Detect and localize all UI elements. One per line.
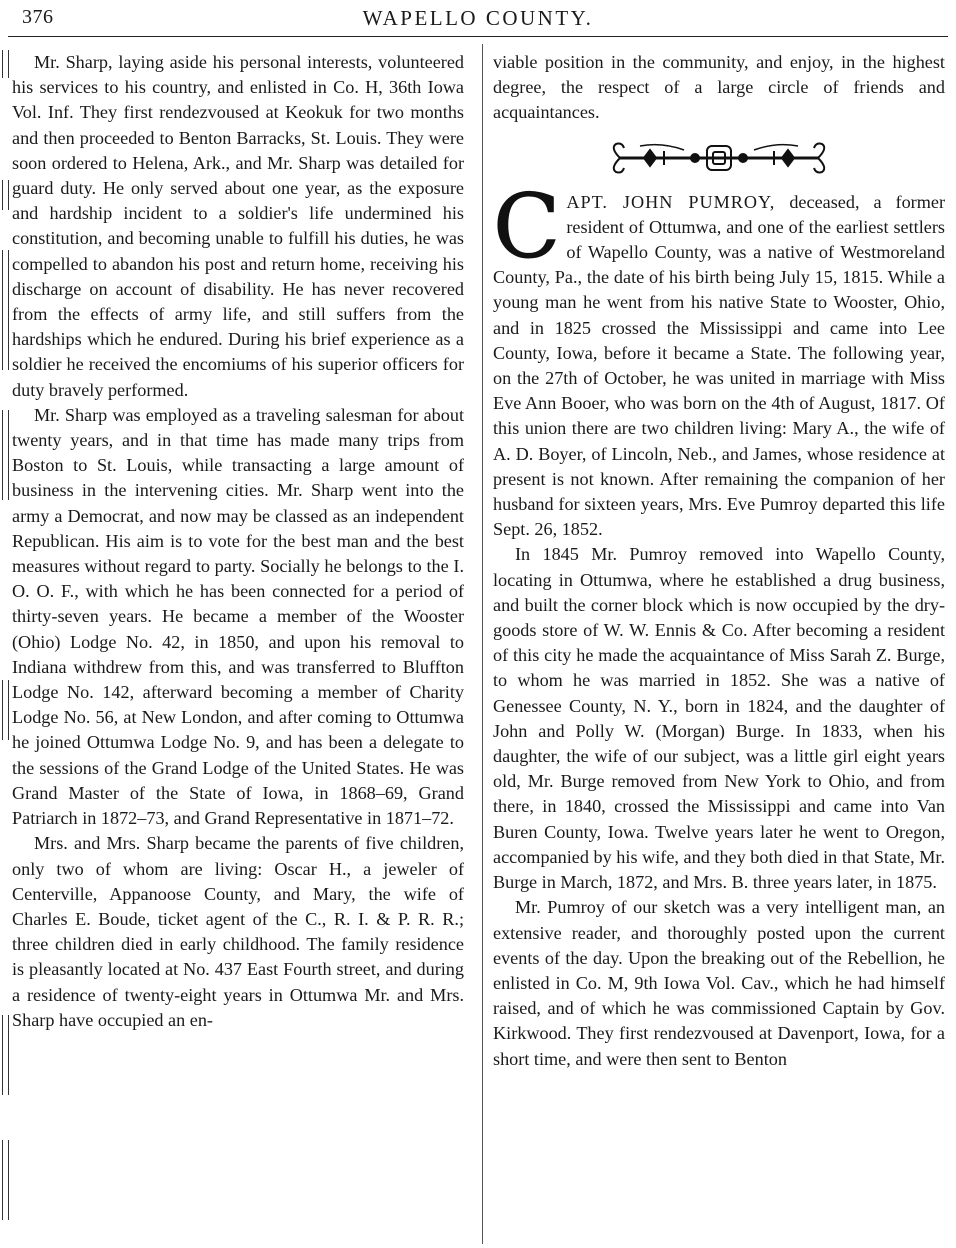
- paragraph: Mr. Sharp, laying aside his personal interests, volunteered his services to his country, and enlisted in Co. H, 36th Iowa Vol. Inf. They first rendezvoused at Keokuk for two months and then proceeded to Benton Barracks, St. Louis. They were soon ordered to Helena, Ark., and Mr. Sharp was detailed for guard duty. He only served about one year, as the exposure and hardship incident to a soldier's life undermined his constitution, and becoming unable to fulfill his duties, he was compelled to abandon his post and return home, receiving his discharge on account of disability. He has never recovered from the effects of army life, and still suffers from the hardships which he endured. During his brief experience as a soldier he received the encomiums of his superior officers for duty bravely performed.: [12, 52, 464, 400]
- paragraph: Mr. Sharp was employed as a traveling salesman for about twenty years, and in that time has made many trips from Boston to St. Louis, while transacting a large amount of business in the intervening cities. Mr. Sharp went into the army a Democrat, and now may be classed as an independent Republican. His aim is to vote for the best man and the best measures without regard to party. Socially he belongs to the I. O. O. F., with which he has been connected for a period of thirty-seven years. He became a member of the Wooster (Ohio) Lodge No. 42, in 1850, and upon his removal to Indiana withdrew from this, and was transferred to Bluffton Lodge No. 142, afterward becoming a member of Charity Lodge No. 56, at New London, and after coming to Ottumwa he joined Ottumwa Lodge No. 9, and has been a delegate to the sessions of the Grand Lodge of the United States. He was Grand Master of the State of Iowa, in 1868–69, Grand Patriarch in 1872–73, and Grand Representative in 1871–72.: [12, 404, 464, 829]
- drop-cap: C: [493, 174, 561, 278]
- binding-edge-marks: [0, 40, 10, 1240]
- paragraph-continuation: viable position in the community, and enjoy, in the highest degree, the respect of a large circle of friends and acquaintances.: [493, 52, 945, 123]
- right-column: [493, 50, 945, 1246]
- biography-text: deceased, a former resident of Ottumwa, and one of the earliest settlers of Wapello County, was a native of Westmoreland County, Pa., the date of his birth being July 15, 1815. While a young man he went from his native State to Wooster, Ohio, and in 1825 crossed the Mississippi and came into Lee County, Iowa, before it became a State. The following year, on the 27th of October, he was united in marriage with Miss Eve Ann Booer, who was born on the 4th of August, 1817. Of this union there are two children living: Mary A., the wife of A. D. Boyer, of Lincoln, Neb., and James, whose residence at present is not known. After remaining the companion of her husband for sixteen years, Mrs. Eve Pumroy departed this life Sept. 26, 1852.: [493, 191, 945, 540]
- biography-opening: [493, 174, 945, 543]
- subject-name: APT. JOHN PUMROY,: [566, 191, 776, 212]
- page-header: [0, 0, 956, 42]
- column-divider: [482, 44, 483, 1244]
- page-number: 376: [22, 6, 54, 28]
- header-rule: [8, 36, 948, 37]
- left-column: [12, 50, 464, 1246]
- running-title: WAPELLO COUNTY.: [362, 6, 594, 30]
- decorative-scroll-ornament-icon: [604, 138, 834, 178]
- paragraph: Mr. Pumroy of our sketch was a very intelligent man, an extensive reader, and thoroughly posted upon the current events of the day. Upon the breaking out of the Rebellion, he enlisted in Co. M, 9th Iowa Vol. Cav., which he had himself raised, and of which he was commissioned Captain by Gov. Kirkwood. They first rendezvoused at Davenport, Iowa, for a short time, and were then sent to Benton: [493, 897, 945, 1069]
- paragraph: Mrs. and Mrs. Sharp became the parents of five children, only two of whom are living: Oscar H., a jeweler of Centerville, Appanoose County, and Mary, the wife of Charles E. Boude, ticket agent of the C., R. I. & P. R. R.; three children died in early childhood. The family residence is pleasantly located at No. 437 East Fourth street, and during a residence of twenty-eight years in Ottumwa Mr. and Mrs. Sharp have occupied an en-: [12, 833, 464, 1030]
- paragraph: In 1845 Mr. Pumroy removed into Wapello County, locating in Ottumwa, where he established a drug business, and built the corner block which is now occupied by the dry-goods store of W. W. Ennis & Co. After becoming a resident of this city he made the acquaintance of Miss Sarah Z. Burge, to whom he was married in 1852. She was a native of Genessee County, N. Y., born in 1824, and the daughter of John and Polly W. (Morgan) Burge. In 1833, when his daughter, the wife of our subject, was a little girl eight years old, Mr. Burge removed from New York to Ohio, and from there, in 1840, crossed the Mississippi and came into Van Buren County, Iowa. Twelve years later he went to Oregon, accompanied by his wife, and they both died in that State, Mr. Burge in March, 1872, and Mrs. B. three years later, in 1875.: [493, 544, 945, 893]
